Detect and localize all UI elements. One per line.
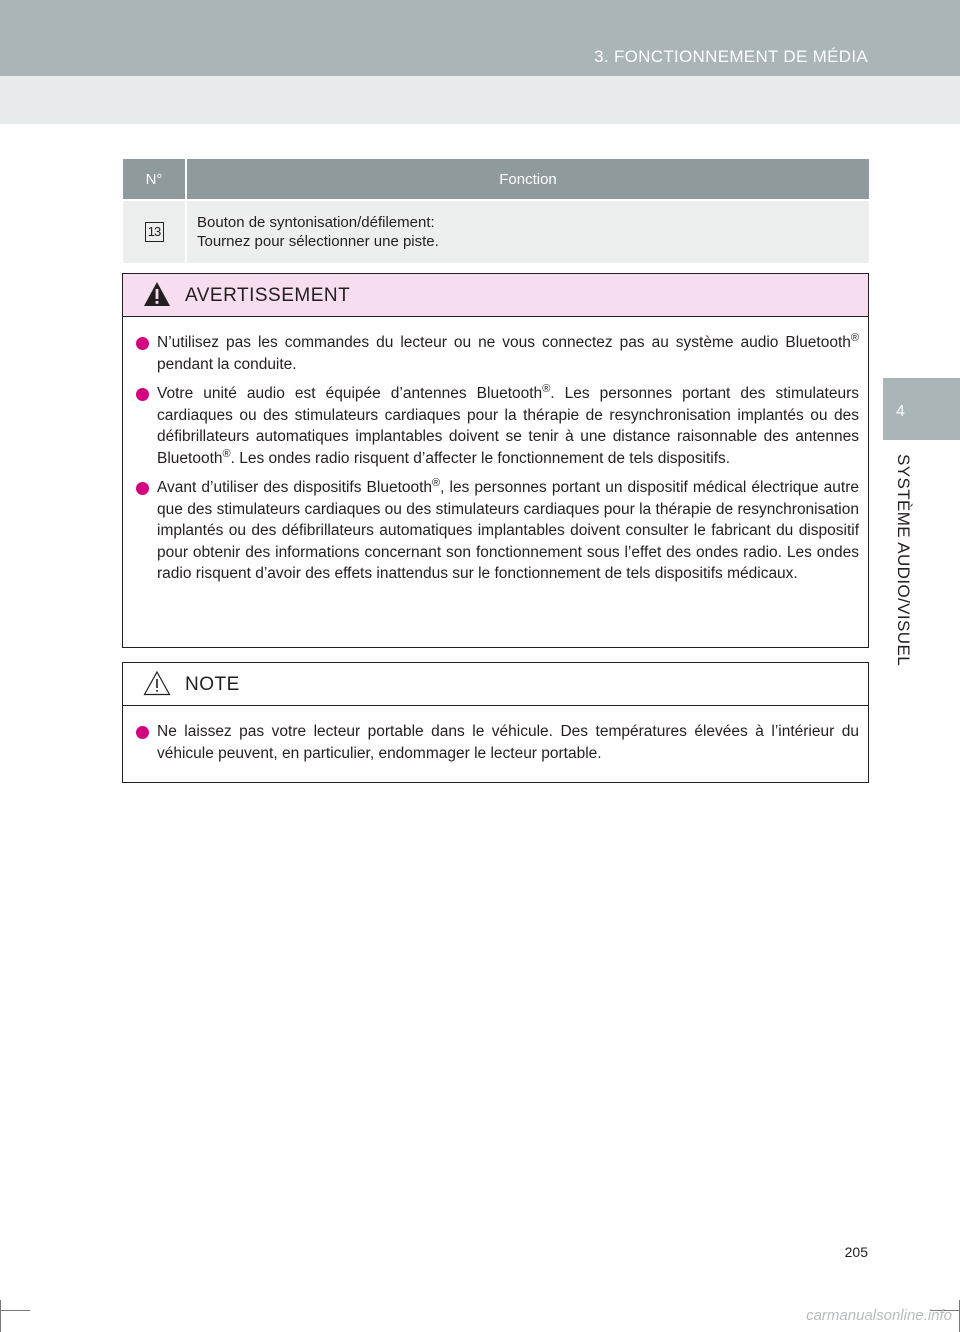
- crop-mark: [0, 1300, 1, 1332]
- warning-triangle-icon: [143, 281, 171, 307]
- header-subbar: [0, 76, 960, 124]
- list-item: Votre unité audio est équipée d’antennes Bluetooth®. Les personnes portant des stimulateurs cardiaques ou des stimulateurs cardiaques pour la thérapie de resynchronisation implantés ou des défibrillateurs automatiques implantables doivent se tenir à une distance raisonnable des antennes Bluetooth®. Les ondes radio risquent d’affecter le fonctionnement de tels dispositifs.: [123, 383, 868, 469]
- bullet-icon: [136, 482, 149, 495]
- function-line-2: Tournez pour sélectionner une piste.: [197, 233, 439, 250]
- note-box: [122, 662, 869, 783]
- function-table: [123, 159, 869, 263]
- crop-mark: [0, 1310, 30, 1311]
- row-number-cell: [123, 200, 186, 263]
- bullet-icon: [136, 337, 149, 350]
- chapter-label: SYSTÈME AUDIO/VISUEL: [894, 454, 913, 667]
- number-box: 13: [145, 222, 164, 242]
- list-item: Avant d’utiliser des dispositifs Bluetooth®, les personnes portant un dispositif médical électrique autre que des stimulateurs cardiaques ou des stimulateurs cardiaques pour la thérapie de resynchronisation implantés ou des défibrillateurs automatiques implantables doivent consulter le fabricant du dispositif pour obtenir des informations concernant son fonctionnement sous l’effet des ondes radio. Les ondes radio risquent d’avoir des effets inattendus sur le fonctionnement de tels dispositifs médicaux.: [123, 477, 868, 585]
- note-header: [123, 663, 868, 706]
- warning-title: AVERTISSEMENT: [185, 285, 351, 306]
- warning-box: [122, 273, 869, 648]
- note-list: [123, 706, 868, 764]
- column-header-function: Fonction: [186, 159, 869, 200]
- warning-list: [123, 317, 868, 585]
- list-item: Ne laissez pas votre lecteur portable dans le véhicule. Des températures élevées à l’intérieur du véhicule peuvent, en particulier, endommager le lecteur portable.: [123, 721, 868, 764]
- chapter-tab: [883, 378, 960, 440]
- caution-outline-icon: [143, 670, 171, 696]
- watermark: carmanualsonline.info: [806, 1307, 952, 1324]
- bullet-icon: [136, 726, 149, 739]
- page-number: 205: [844, 1244, 868, 1260]
- list-item: N’utilisez pas les commandes du lecteur ou ne vous connectez pas au système audio Bluetooth® pendant la conduite.: [123, 332, 868, 375]
- note-title: NOTE: [185, 674, 240, 695]
- chapter-number: 4: [896, 403, 905, 420]
- function-line-1: Bouton de syntonisation/défilement:: [197, 214, 435, 231]
- row-function-cell: [186, 200, 869, 263]
- warning-header: [123, 274, 868, 317]
- column-header-number: N°: [123, 159, 186, 200]
- table-row: [123, 200, 869, 263]
- section-title: 3. FONCTIONNEMENT DE MÉDIA: [594, 47, 868, 66]
- table-header-row: [123, 159, 869, 200]
- bullet-icon: [136, 388, 149, 401]
